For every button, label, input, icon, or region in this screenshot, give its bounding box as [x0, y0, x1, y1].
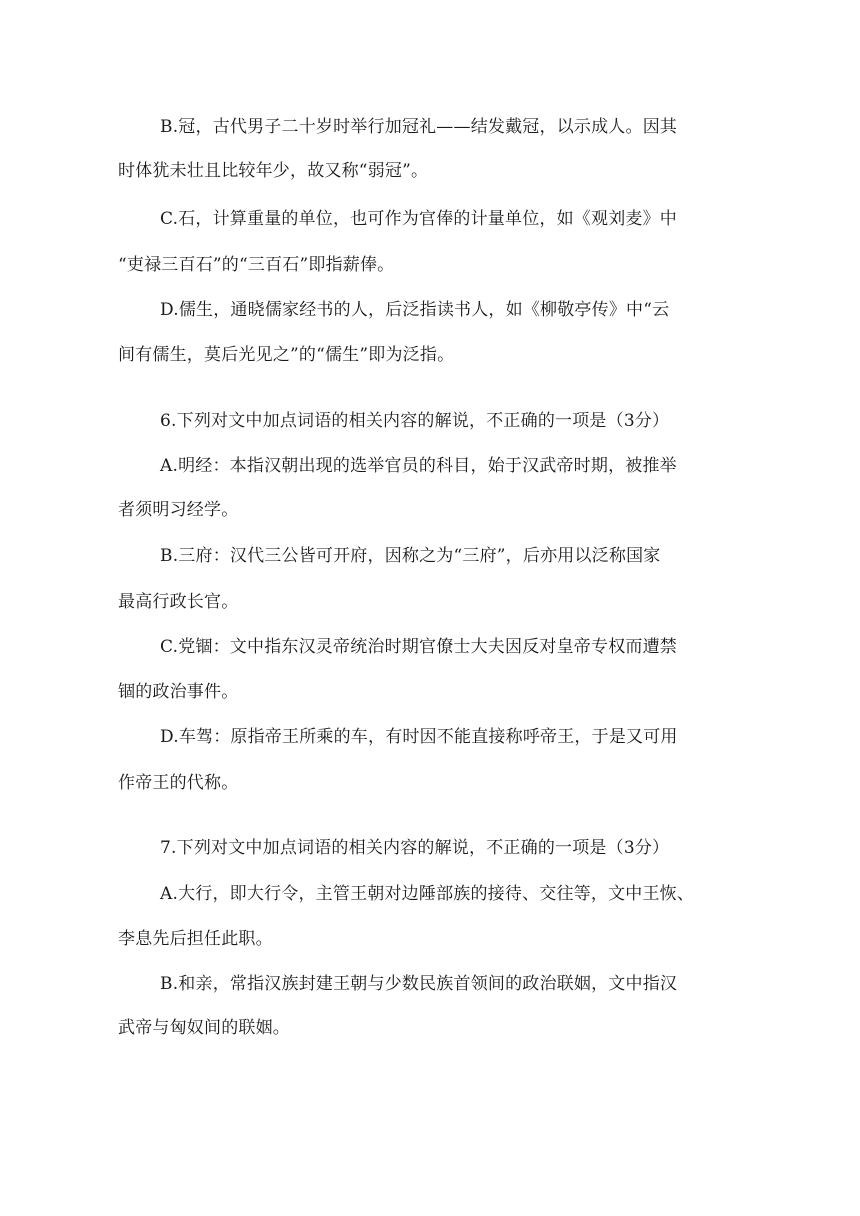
- option-b-guan-line2: 时体犹未壮且比较年少，故又称“弱冠”。: [118, 161, 429, 181]
- option-d-rusheng-line2: 间有儒生，莫后光见之”的“儒生”即为泛指。: [118, 345, 455, 365]
- option-c-shi-line1: C.石，计算重量的单位，也可作为官俸的计量单位，如《观刘麦》中: [160, 209, 678, 229]
- question6-option-d-line1: D.车驾：原指帝王所乘的车，有时因不能直接称呼帝王，于是又可用: [160, 727, 678, 747]
- question7-option-a-line2: 李息先后担任此职。: [118, 929, 273, 949]
- question6-option-d-line2: 作帝王的代称。: [118, 773, 239, 793]
- question7-option-a-line1: A.大行，即大行令，主管王朝对边陲部族的接待、交往等，文中王恢、: [160, 884, 695, 904]
- question6-option-c-line1: C.党锢：文中指东汉灵帝统治时期官僚士大夫因反对皇帝专权而遭禁: [160, 637, 678, 657]
- question7-stem: 7.下列对文中加点词语的相关内容的解说，不正确的一项是（3分）: [160, 838, 670, 858]
- question6-option-b-line1: B.三府：汉代三公皆可开府，因称之为“三府”，后亦用以泛称国家: [160, 546, 661, 566]
- question6-option-c-line2: 锢的政治事件。: [118, 682, 239, 702]
- question7-option-b-line1: B.和亲，常指汉族封建王朝与少数民族首领间的政治联姻，文中指汉: [160, 974, 678, 994]
- option-c-shi-line2: “吏禄三百石”的“三百石”即指薪俸。: [118, 255, 395, 275]
- question6-option-b-line2: 最高行政长官。: [118, 592, 239, 612]
- question6-option-a-line2: 者须明习经学。: [118, 500, 239, 520]
- question6-stem: 6.下列对文中加点词语的相关内容的解说，不正确的一项是（3分）: [160, 411, 670, 431]
- question7-option-b-line2: 武帝与匈奴间的联姻。: [118, 1018, 290, 1038]
- question6-option-a-line1: A.明经：本指汉朝出现的选举官员的科目，始于汉武帝时期，被推举: [160, 456, 677, 476]
- option-d-rusheng-line1: D.儒生，通晓儒家经书的人，后泛指读书人，如《柳敬亭传》中“云: [160, 300, 670, 320]
- option-b-guan-line1: B.冠，古代男子二十岁时举行加冠礼——结发戴冠，以示成人。因其: [160, 117, 678, 137]
